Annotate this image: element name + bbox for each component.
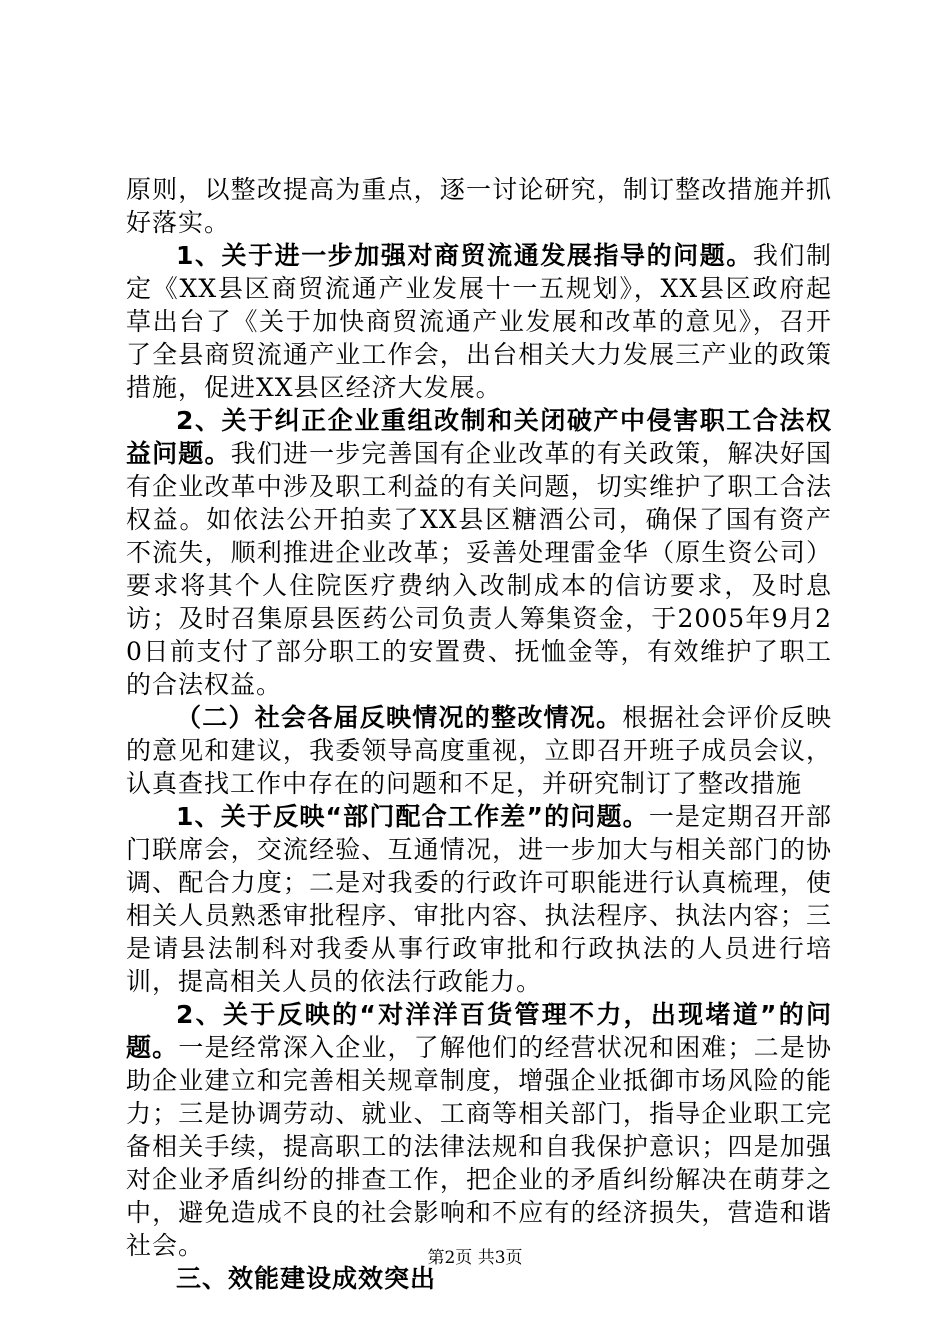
paragraph-heading: 2、关于纠正企业重组改制和关闭破产中侵害职工合法权益问题。: [126, 406, 832, 468]
paragraph-text: 我们进一步完善国有企业改革的有关政策，解决好国有企业改革中涉及职工利益的有关问题，切实维护了职工合法权益。如依法公开拍卖了XX县区糖酒公司，确保了国有资产不流失，顺利推进企业改革；妥善处理雷金华（原生资公司）要求将其个人住院医疗费纳入改制成本的信访要求，及时息访；及时召集原县医药公司负责人筹集资金，于2005年9月20日前支付了部分职工的安置费、抚恤金等，有效维护了职工的合法权益。: [126, 439, 832, 699]
paragraph-text: 一是定期召开部门联席会，交流经验、互通情况，进一步加大与相关部门的协调、配合力度；二是对我委的行政许可职能进行认真梳理，使相关人员熟悉审批程序、审批内容、执法程序、执法内容；三是请县法制科对我委从事行政审批和行政执法的人员进行培训，提高相关人员的依法行政能力。: [126, 802, 832, 996]
page-footer: [0, 1243, 950, 1268]
paragraph-heading: （二）社会各届反映情况的整改情况。: [176, 703, 623, 732]
paragraph-text: 原则，以整改提高为重点，逐一讨论研究，制订整改措施并抓好落实。: [126, 175, 832, 237]
paragraph-heading: 2、关于反映的“对洋洋百货管理不力，出现堵道”的问题。: [126, 1000, 832, 1062]
paragraph-heading: 三、效能建设成效突出: [176, 1264, 437, 1293]
paragraph-heading: 1、关于进一步加强对商贸流通发展指导的问题。: [176, 241, 753, 270]
paragraph-section-public-feedback: [126, 701, 832, 800]
page-number-label: 第2页 共3页: [427, 1248, 523, 1268]
paragraph-text: 根据社会评价反映的意见和建议，我委领导高度重视，立即召开班子成员会议，认真查找工作中存在的问题和不足，并研究制订了整改措施: [126, 703, 832, 798]
paragraph-heading: 1、关于反映“部门配合工作差”的问题。: [176, 802, 649, 831]
paragraph-item-commerce-guidance: [126, 239, 832, 404]
paragraph-item-worker-rights: [126, 404, 832, 701]
paragraph-item-department-store: [126, 998, 832, 1262]
paragraph-item-department-cooperation: [126, 800, 832, 998]
paragraph-text: 我们制定《XX县区商贸流通产业发展十一五规划》，XX县区政府起草出台了《关于加快商贸流通产业发展和改革的意见》，召开了全县商贸流通产业工作会，出台相关大力发展三产业的政策措施，促进XX县区经济大发展。: [126, 241, 832, 402]
document-body: [126, 173, 832, 1295]
paragraph-continuation: [126, 173, 832, 239]
paragraph-text: 一是经常深入企业，了解他们的经营状况和困难；二是协助企业建立和完善相关规章制度，增强企业抵御市场风险的能力；三是协调劳动、就业、工商等相关部门，指导企业职工完备相关手续，提高职工的法律法规和自我保护意识；四是加强对企业矛盾纠纷的排查工作，把企业的矛盾纠纷解决在萌芽之中，避免造成不良的社会影响和不应有的经济损失，营造和谐社会。: [126, 1033, 832, 1260]
